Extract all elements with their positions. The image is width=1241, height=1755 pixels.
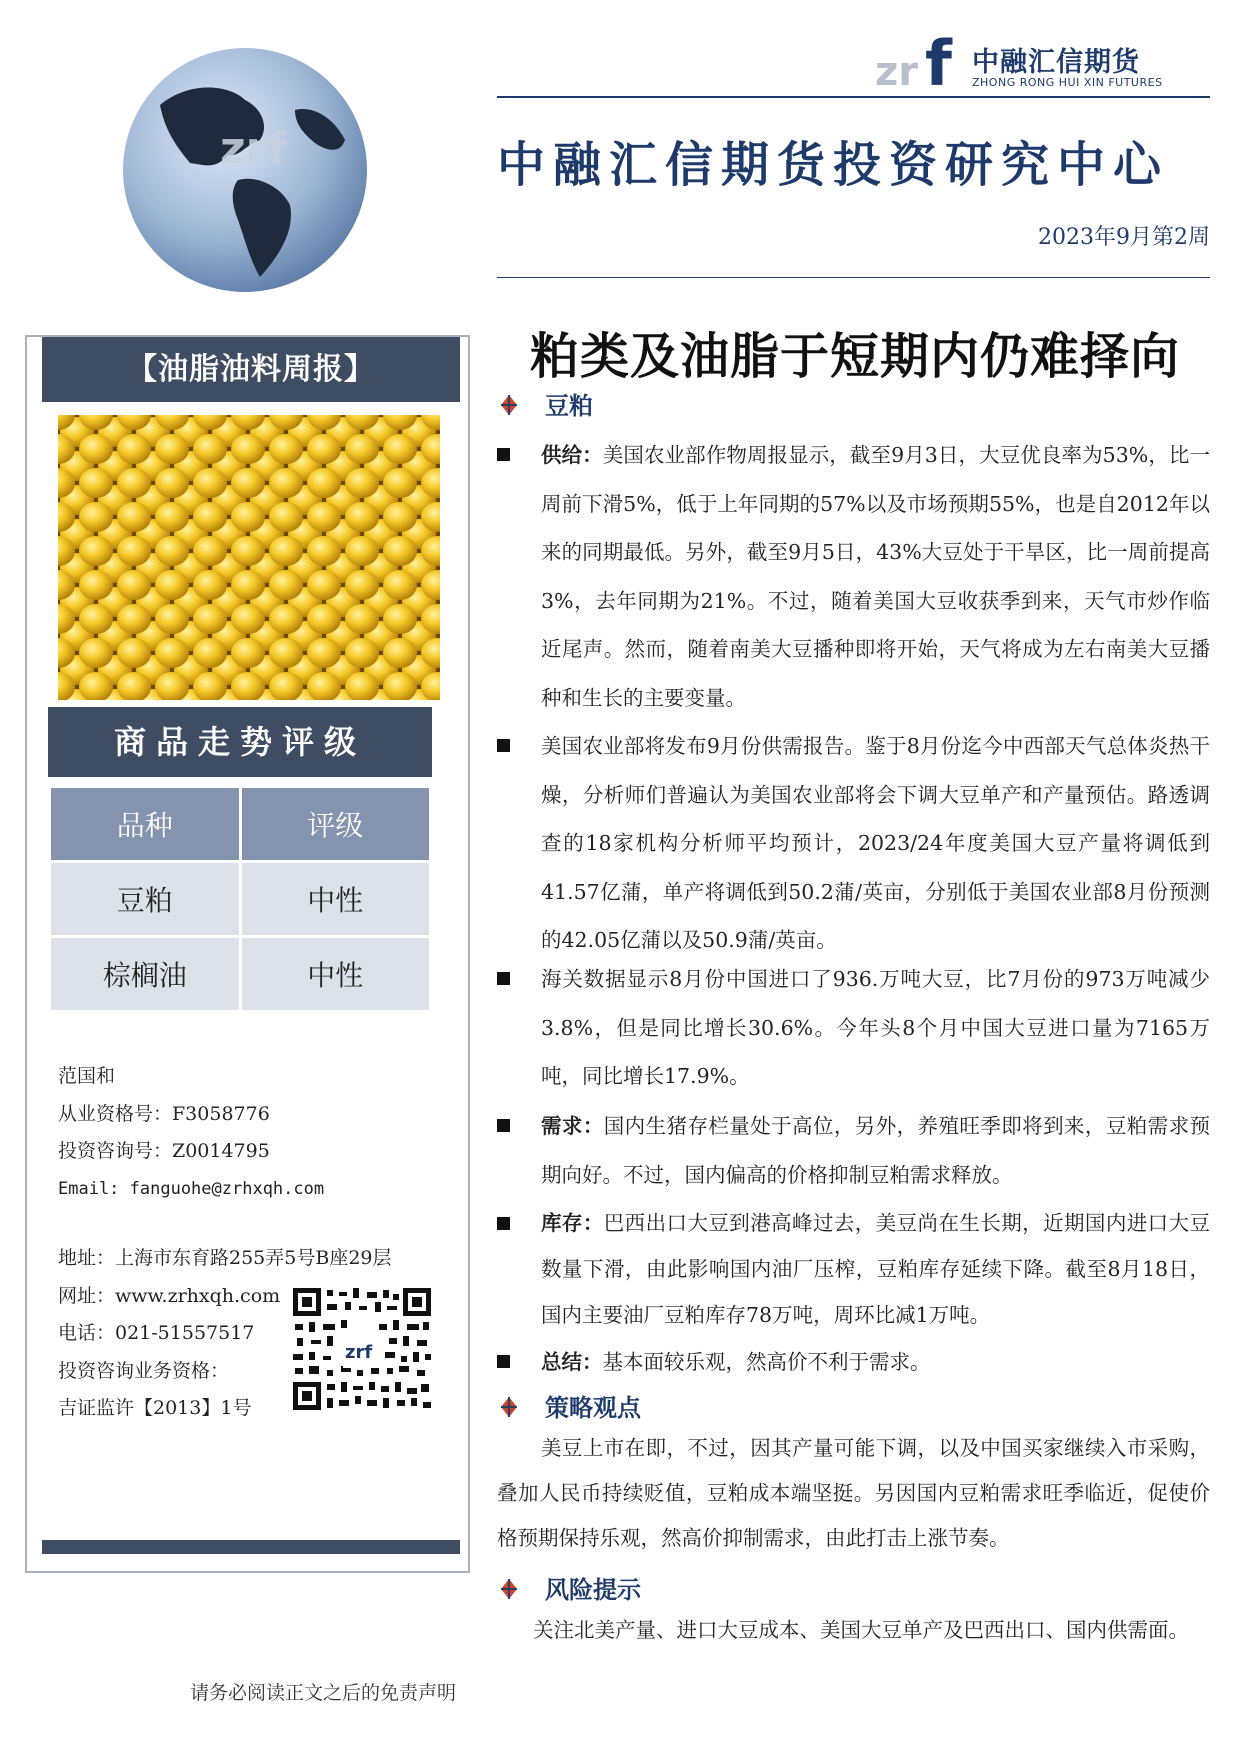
- company-website: 网址：www.zrhxqh.com: [58, 1284, 281, 1307]
- svg-text:zrf: zrf: [220, 123, 287, 174]
- section-title: 风险提示: [545, 1575, 641, 1604]
- svg-text:f: f: [925, 30, 952, 92]
- bullet-text: 海关数据显示8月份中国进口了936.万吨大豆，比7月份的973万吨减少3.8%，但是同比增长30.6%。今年头8个月中国大豆进口量为7165万吨，同比增长17.9%。: [541, 967, 1210, 1088]
- bullet-label: 供给：: [541, 443, 603, 467]
- svg-text:zr: zr: [875, 49, 919, 92]
- company-logo-mark: [875, 30, 965, 92]
- header-divider: [497, 96, 1210, 98]
- section-title: 策略观点: [545, 1393, 641, 1422]
- report-type-banner: 【油脂油料周报】: [42, 337, 460, 402]
- disclaimer-note: 请务必阅读正文之后的免责声明: [190, 1682, 457, 1704]
- bullet-text: 巴西出口大豆到港高峰过去，美豆尚在生长期，近期国内进口大豆数量下滑，由此影响国内油厂压榨，豆粕库存延续下降。截至8月18日，国内主要油厂豆粕库存78万吨，周环比减1万吨。: [541, 1211, 1211, 1327]
- section-marker-icon: [497, 1395, 521, 1419]
- bullet-label: 需求：: [541, 1114, 604, 1138]
- bullet-summary: [497, 1338, 1210, 1387]
- research-center-title: 中融汇信期货投资研究中心: [497, 137, 1170, 193]
- rating-table-header: [51, 788, 429, 860]
- license-label: 投资咨询业务资格：: [58, 1359, 230, 1382]
- section-marker-icon: [497, 1577, 521, 1601]
- sidebar-bottom-bar: [42, 1540, 460, 1554]
- square-bullet-icon: [497, 1355, 510, 1368]
- header-variety: 品种: [51, 788, 239, 860]
- analyst-info: [58, 1058, 324, 1208]
- square-bullet-icon: [497, 972, 510, 985]
- section-heading-strategy: [497, 1388, 641, 1423]
- header-rating: 评级: [242, 788, 430, 860]
- company-name-en: ZHONG RONG HUI XIN FUTURES: [972, 76, 1163, 89]
- globe-logo-image: [120, 45, 370, 295]
- variety-cell: 豆粕: [51, 863, 239, 935]
- analyst-email: Email: fanguohe@zrhxqh.com: [58, 1178, 325, 1199]
- bullet-text: 国内生猪存栏量处于高位，另外，养殖旺季即将到来，豆粕需求预期向好。不过，国内偏高的价格抑制豆粕需求释放。: [541, 1114, 1211, 1187]
- report-title: 粕类及油脂于短期内仍难择向: [530, 327, 1181, 385]
- rating-section-title: 商品走势评级: [48, 707, 432, 777]
- section-title: 豆粕: [545, 391, 593, 420]
- bullet-demand: [497, 1102, 1210, 1199]
- header-rule: [497, 277, 1210, 278]
- square-bullet-icon: [497, 1119, 510, 1132]
- section-heading-risk: [497, 1570, 641, 1605]
- table-row: [51, 863, 429, 935]
- qr-code-image: [293, 1288, 431, 1410]
- strategy-paragraph: 美豆上市在即，不过，因其产量可能下调，以及中国买家继续入市采购，叠加人民币持续贬值，豆粕成本端坚挺。另因国内豆粕需求旺季临近，促使价格预期保持乐观，然高价抑制需求，由此打击上涨节奏。: [497, 1436, 1210, 1550]
- company-address: 地址：上海市东育路255弄5号B座29层: [58, 1247, 392, 1269]
- license-number: 吉证监许【2013】1号: [58, 1397, 252, 1419]
- section-marker-icon: [497, 393, 521, 417]
- risk-paragraph: 关注北美产量、进口大豆成本、美国大豆单产及巴西出口、国内供需面。: [533, 1618, 1189, 1642]
- analyst-consult-number: 投资咨询号：Z0014795: [58, 1140, 270, 1162]
- square-bullet-icon: [497, 448, 510, 461]
- rating-table: [48, 785, 432, 1013]
- bullet-customs-data: [497, 955, 1210, 1101]
- square-bullet-icon: [497, 1217, 510, 1230]
- bullet-text: 美国农业部作物周报显示，截至9月3日，大豆优良率为53%，比一周前下滑5%，低于上年同期的57%以及市场预期55%，也是自2012年以来的同期最低。另外，截至9月5日，43%大豆处于干旱区，比一周前提高3%，去年同期为21%。不过，随着美国大豆收获季到来，天气市炒作临近尾声。然而，随着南美大豆播种即将开始，天气将成为左右南美大豆播种和生长的主要变量。: [541, 443, 1210, 710]
- bullet-inventory: [497, 1200, 1210, 1338]
- company-phone: 电话：021-51557517: [58, 1322, 255, 1344]
- variety-cell: 棕榈油: [51, 938, 239, 1010]
- analyst-name: 范国和: [58, 1065, 116, 1087]
- table-row: [51, 938, 429, 1010]
- rating-cell: 中性: [242, 938, 430, 1010]
- bullet-label: 库存：: [541, 1211, 604, 1235]
- issue-date: 2023年9月第2周: [1038, 225, 1210, 250]
- company-name-cn: 中融汇信期货: [972, 47, 1140, 78]
- analyst-qualification: 从业资格号：F3058776: [58, 1102, 270, 1125]
- section-heading-meal: [497, 386, 593, 421]
- bullet-usda-report: [497, 722, 1210, 965]
- rating-cell: 中性: [242, 863, 430, 935]
- bullet-text: 美国农业部将发布9月份供需报告。鉴于8月份迄今中西部天气总体炎热干燥，分析师们普遍认为美国农业部将会下调大豆单产和产量预估。路透调查的18家机构分析师平均预计，2023/24年度美国大豆产量将调低到41.57亿蒲，单产将调低到50.2蒲/英亩，分别低于美国农业部8月份预测的42.05亿蒲以及50.9蒲/英亩。: [541, 734, 1210, 952]
- square-bullet-icon: [497, 739, 510, 752]
- svg-text:zrf: zrf: [345, 1342, 373, 1363]
- soybean-photo: [58, 415, 440, 700]
- bullet-supply: [497, 431, 1210, 722]
- bullet-text: 基本面较乐观，然高价不利于需求。: [602, 1350, 931, 1374]
- bullet-label: 总结：: [541, 1350, 603, 1374]
